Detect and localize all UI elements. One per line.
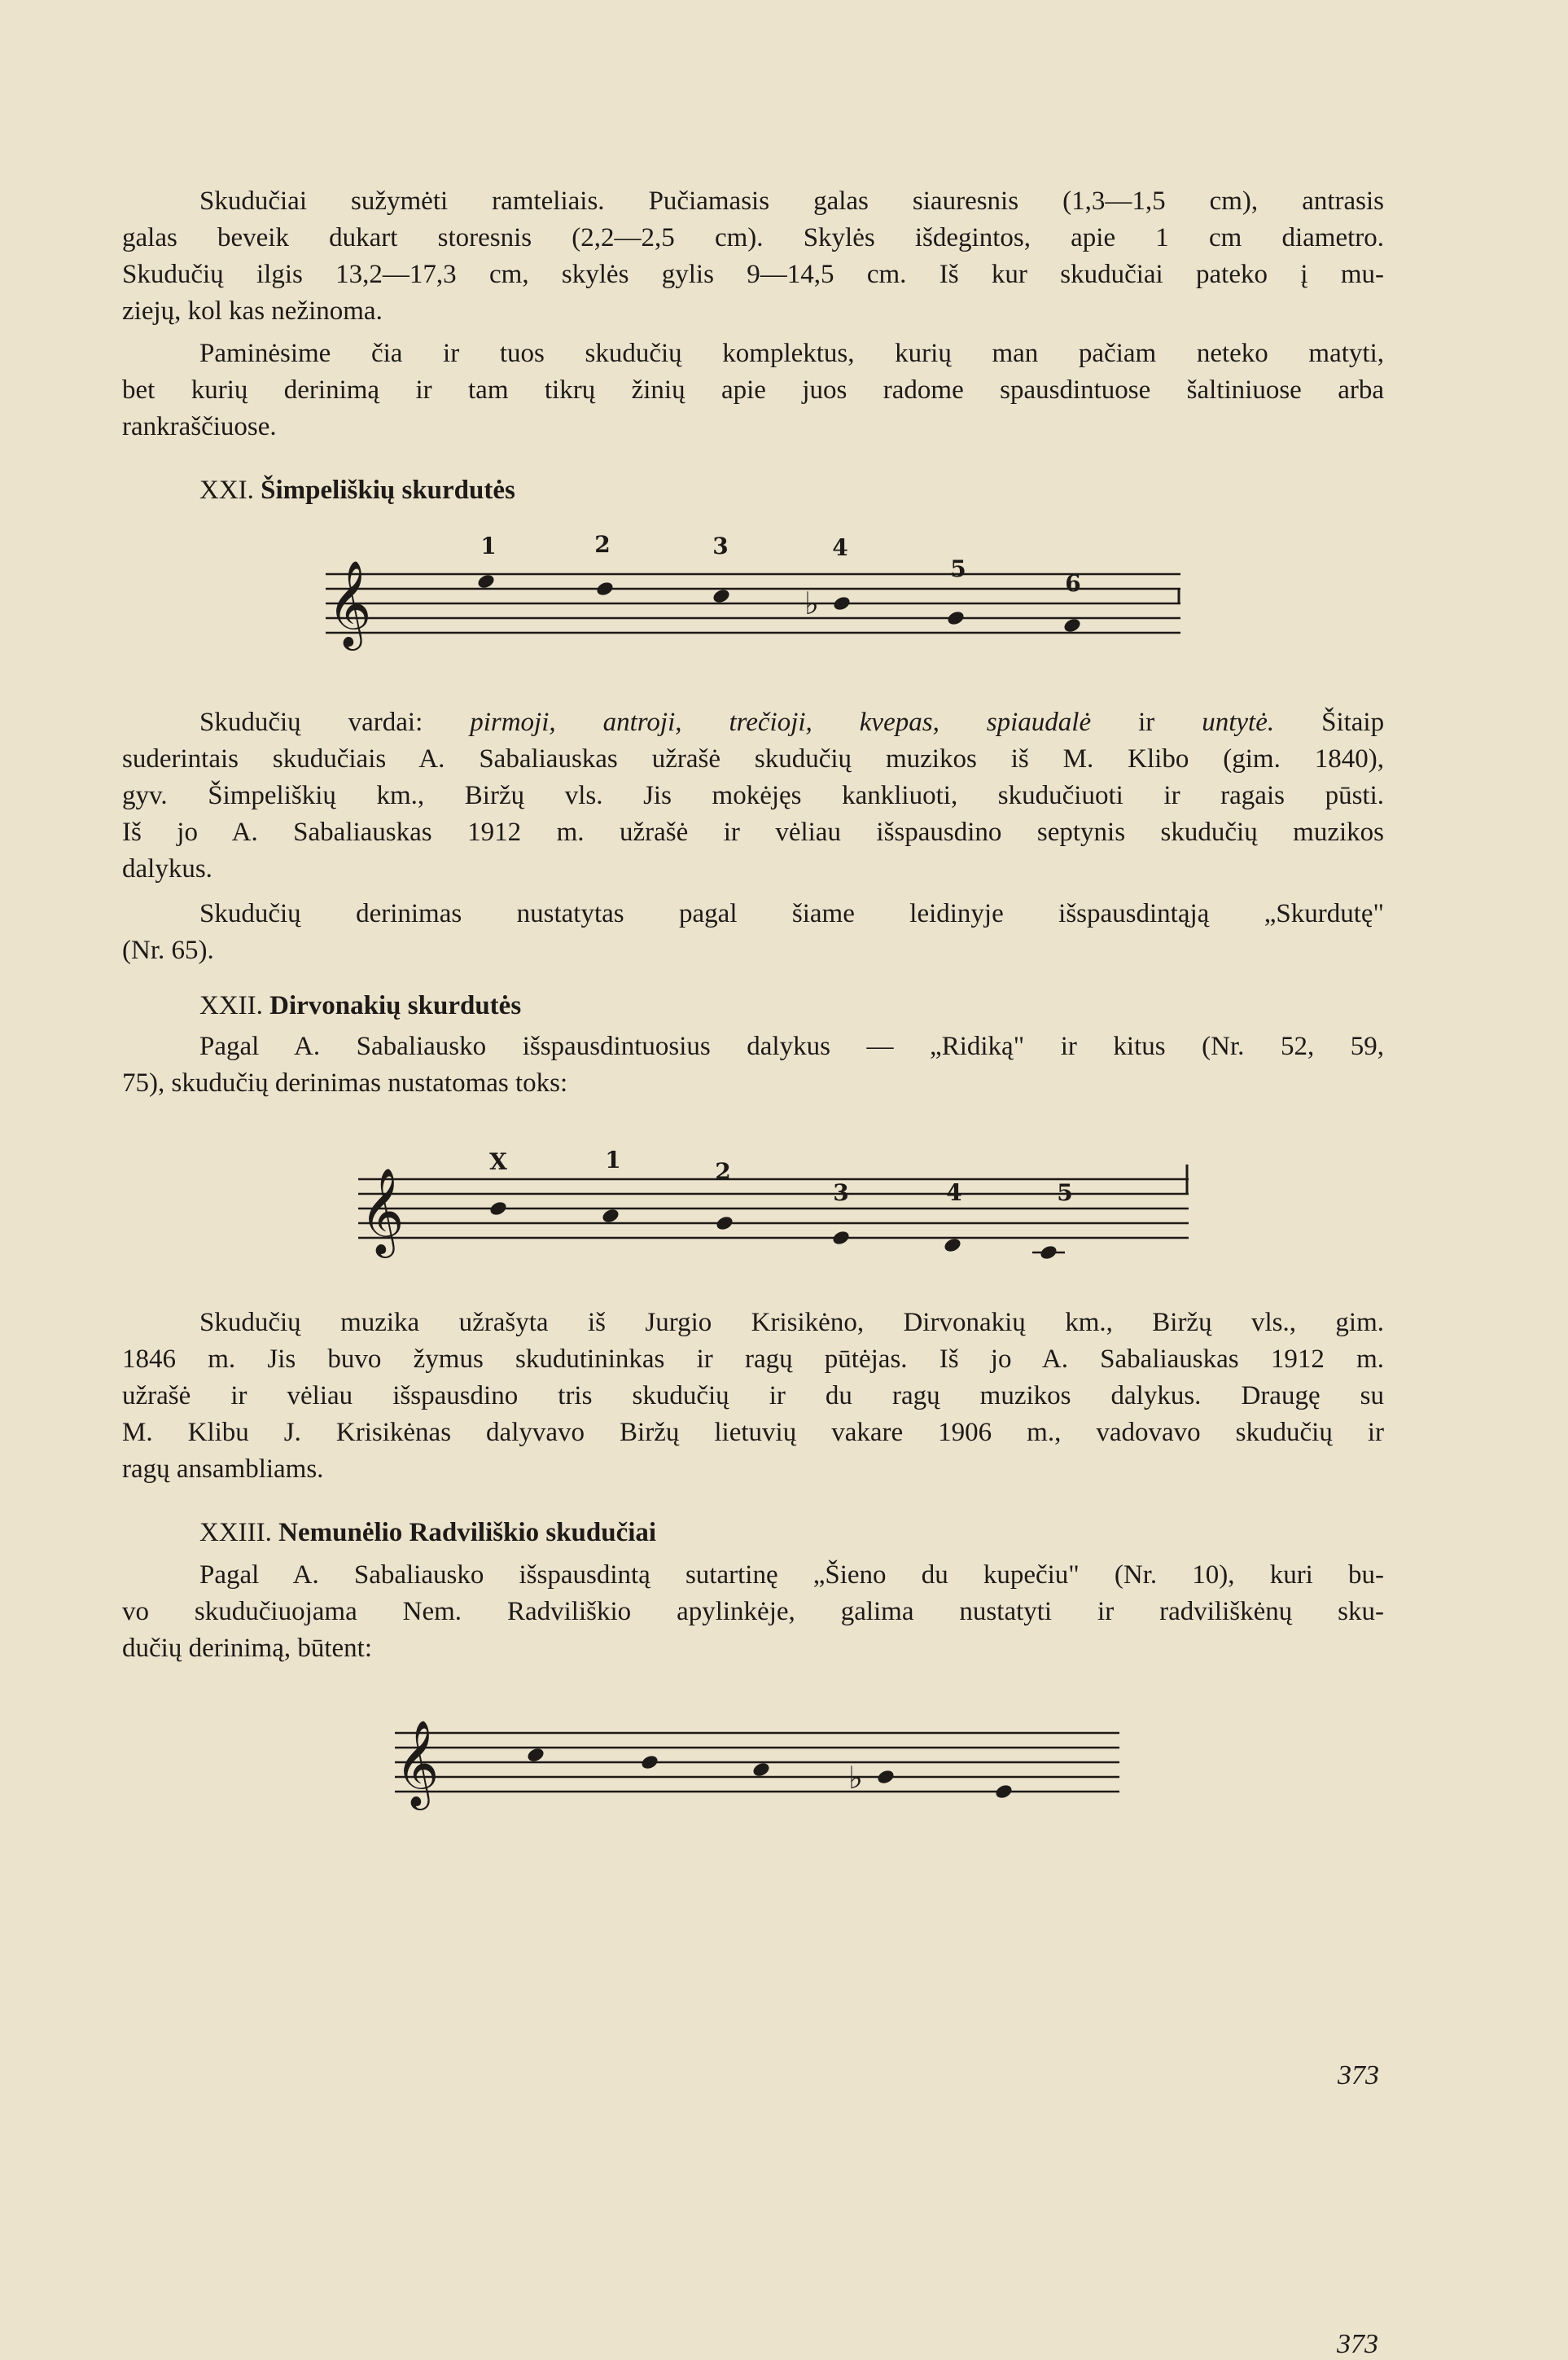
music-staff-dirvonakiu (350, 1140, 1213, 1295)
heading-number: XXI. (199, 476, 254, 505)
text-line: Skudučių muzika užrašyta iš Jurgio Krisikėno, Dirvonakių km., Biržų vls., gim. (199, 1308, 1384, 1337)
note-head (876, 1768, 896, 1785)
text-line: Skudučių ilgis 13,2—17,3 cm, skylės gylis 9—14,5 cm. Iš kur skudučiai pateko į mu- (122, 260, 1384, 289)
text-line: vo skudučiuojama Nem. Radviliškio apylinkėje, galima nustatyti ir radviliškėnų sku- (122, 1597, 1384, 1626)
text-line: Skudučių derinimas nustatytas pagal šiame leidinyje išspausdintąją „Skurdutę" (199, 899, 1384, 928)
heading-title: Nemunėlio Radviliškio skudučiai (278, 1518, 657, 1547)
staff-lines (326, 574, 1180, 633)
section-heading-xxi (199, 472, 515, 509)
note-label: 4 (946, 1179, 962, 1206)
note-label: 3 (833, 1179, 849, 1206)
staff-lines (395, 1733, 1119, 1792)
heading-number: XXII. (199, 991, 263, 1020)
note-label: 5 (950, 555, 966, 582)
text-line: galas beveik dukart storesnis (2,2—2,5 cm). Skylės išdegintos, apie 1 cm diametro. (122, 223, 1384, 252)
section-heading-xxii (199, 988, 521, 1024)
text-line: Paminėsime čia ir tuos skudučių komplektus, kurių man pačiam neteko matyti, (199, 339, 1384, 368)
flat-sign-icon: ♭ (848, 1760, 863, 1796)
note-head (943, 1236, 962, 1253)
section-heading-xxiii (199, 1515, 656, 1551)
note-head (488, 1200, 508, 1217)
note-head (832, 594, 852, 612)
note-label: 1 (605, 1147, 621, 1173)
note-head (526, 1746, 545, 1763)
note-label: X (489, 1148, 507, 1175)
paragraph-dirvonakiu-tuning (122, 1029, 1384, 1102)
paragraph-museum-description (122, 183, 1384, 330)
note-head (994, 1783, 1014, 1800)
text-line: 75), skudučių derinimas nustatomas toks: (122, 1068, 568, 1098)
text-line: Skudučiai sužymėti ramteliais. Pučiamasis galas siauresnis (1,3—1,5 cm), antrasis (199, 186, 1384, 216)
text-line: gyv. Šimpeliškių km., Biržų vls. Jis mokėjęs kankliuoti, skudučiuoti ir ragais pūsti. (122, 781, 1384, 810)
flat-sign-icon: ♭ (804, 586, 819, 621)
paragraph-tuning-source (122, 896, 1384, 969)
paragraph-simpeliskiu-names (122, 704, 1384, 888)
treble-clef-icon: 𝄞 (360, 1167, 405, 1254)
note-label: 4 (832, 534, 848, 561)
note-head (640, 1753, 659, 1770)
text-line: suderintais skudučiais A. Sabaliauskas užrašė skudučių muzikos iš M. Klibo (gim. 1840), (122, 744, 1384, 774)
text-line: rankraščiuose. (122, 412, 277, 441)
note-head (476, 572, 496, 590)
note-head (831, 1229, 851, 1246)
note-head (712, 587, 731, 604)
note-head (715, 1214, 734, 1231)
note-head (751, 1761, 771, 1778)
note-label: 3 (712, 533, 729, 559)
note-label: 2 (594, 531, 611, 558)
treble-clef-icon: 𝄞 (395, 1719, 440, 1806)
note-label: 1 (480, 533, 497, 559)
note-label: 6 (1065, 570, 1081, 597)
music-staff-simpeliskiu (318, 529, 1197, 676)
text-line: M. Klibu J. Krisikėnas dalyvavo Biržų lietuvių vakare 1906 m., vadovavo skudučių ir (122, 1418, 1384, 1447)
note-head (946, 609, 966, 626)
text-line: bet kurių derinimą ir tam tikrų žinių apie juos radome spausdintuose šaltiniuose arba (122, 375, 1384, 405)
note-head (595, 580, 615, 597)
text-line: užrašė ir vėliau išspausdino tris skudučių ir du ragų muzikos dalykus. Draugę su (122, 1381, 1384, 1410)
text-line: ziejų, kol kas nežinoma. (122, 296, 383, 326)
note-label: 2 (715, 1158, 731, 1185)
note-head (601, 1207, 620, 1224)
text-line: 1846 m. Jis buvo žymus skudutininkas ir ragų pūtėjas. Iš jo A. Sabaliauskas 1912 m. (122, 1344, 1384, 1374)
paragraph-other-sets (122, 336, 1384, 445)
paragraph-radviliskio-tuning (122, 1557, 1384, 1667)
note-head (1062, 616, 1082, 634)
text-line: Iš jo A. Sabaliauskas 1912 m. užrašė ir vėliau išspausdino septynis skudučių muzikos (122, 818, 1384, 847)
heading-title: Dirvonakių skurdutės (269, 991, 522, 1020)
text-line: dalykus. (122, 854, 212, 884)
heading-title: Šimpeliškių skurdutės (261, 476, 515, 505)
text-line: ragų ansambliams. (122, 1454, 324, 1484)
note-head (1039, 1244, 1058, 1261)
paragraph-krisikenas (122, 1305, 1384, 1488)
treble-clef-icon: 𝄞 (327, 559, 372, 647)
text-line: (Nr. 65). (122, 936, 214, 965)
page-number: 373 (1337, 2329, 1378, 2359)
page-number: 373 (1338, 2060, 1379, 2090)
text-line: Skudučių vardai: pirmoji, antroji, trečioji, kvepas, spiaudalė ir untytė. Šitaip (199, 708, 1385, 737)
text-line: Pagal A. Sabaliausko išspausdintą sutartinę „Šieno du kupečiu" (Nr. 10), kuri bu- (199, 1560, 1384, 1590)
heading-number: XXIII. (199, 1518, 272, 1547)
text-line: dučių derinimą, būtent: (122, 1634, 373, 1663)
staff-lines (358, 1165, 1189, 1252)
text-line: Pagal A. Sabaliausko išspausdintuosius dalykus — „Ridiką" ir kitus (Nr. 52, 59, (199, 1032, 1384, 1061)
music-staff-radviliskio (387, 1702, 1136, 1840)
note-label: 5 (1057, 1179, 1073, 1206)
